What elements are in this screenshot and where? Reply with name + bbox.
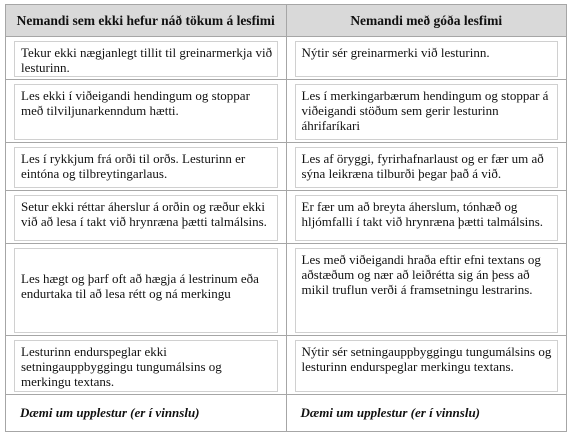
table-cell — [286, 142, 567, 190]
cell-text: Setur ekki réttar áherslur á orðin og ræður ekki við að lesa í takt við hrynræna þætti talmálsins. — [21, 198, 267, 229]
table-footer-row — [6, 394, 567, 431]
table-cell — [286, 336, 567, 394]
cell-text: Nýtir sér setningauppbyggingu tungumálsins og lesturinn endurspeglar merkingu textans. — [301, 344, 552, 375]
header-not-fluent: Nemandi sem ekki hefur náð tökum á lesfimi — [6, 5, 287, 37]
comparison-table — [5, 4, 567, 432]
table-cell — [6, 394, 287, 431]
table-cell — [6, 190, 287, 243]
table-cell — [6, 37, 287, 80]
table-cell — [6, 336, 287, 394]
table-row — [6, 336, 567, 394]
cell-text: Les af öryggi, fyrirhafnarlaust og er fær um að sýna leikræna tilburði þegar það á við. — [301, 150, 544, 181]
table-cell — [286, 244, 567, 336]
table-cell — [286, 37, 567, 80]
table-cell — [6, 244, 287, 336]
table-row — [6, 37, 567, 80]
table-row — [6, 142, 567, 190]
footer-text: Dæmi um upplestur (er í vinnslu) — [20, 404, 200, 420]
table-cell — [286, 394, 567, 431]
cell-text: Les í merkingarbærum hendingum og stoppar á viðeigandi stöðum sem gerir lesturinn áhrifaríkari — [301, 88, 549, 134]
table-row — [6, 190, 567, 243]
cell-text: Nýtir sér greinarmerki við lesturinn. — [301, 45, 490, 60]
table-row — [6, 244, 567, 336]
table-cell — [6, 80, 287, 142]
cell-text: Les í rykkjum frá orði til orðs. Lesturinn er eintóna og tilbreytingarlaus. — [21, 150, 246, 181]
table-row — [6, 80, 567, 142]
cell-text: Er fær um að breyta áherslum, tónhæð og hljómfalli í takt við hrynræna þætti talmálsins. — [301, 198, 544, 229]
cell-text: Tekur ekki nægjanlegt tillit til greinarmerkja við lesturinn. — [21, 45, 273, 75]
header-fluent: Nemandi með góða lesfimi — [286, 5, 567, 37]
table-header-row — [6, 5, 567, 37]
table-cell — [6, 142, 287, 190]
cell-text: Lesturinn endurspeglar ekki setningauppbyggingu tungumálsins og merkingu textans. — [21, 344, 222, 390]
cell-text: Les með viðeigandi hraða eftir efni textans og aðstæðum og nær að leiðrétta sig án þess að mikil truflun verði á framsetningu lestrarins. — [301, 252, 541, 298]
footer-text: Dæmi um upplestur (er í vinnslu) — [300, 404, 481, 420]
cell-text: Les ekki í viðeigandi hendingum og stoppar með tilviljunarkenndum hætti. — [21, 88, 250, 119]
cell-text: Les hægt og þarf oft að hægja á lestrinum eða endurtaka til að lesa rétt og ná merkingu — [21, 271, 259, 302]
table-cell — [286, 80, 567, 142]
table-cell — [286, 190, 567, 243]
